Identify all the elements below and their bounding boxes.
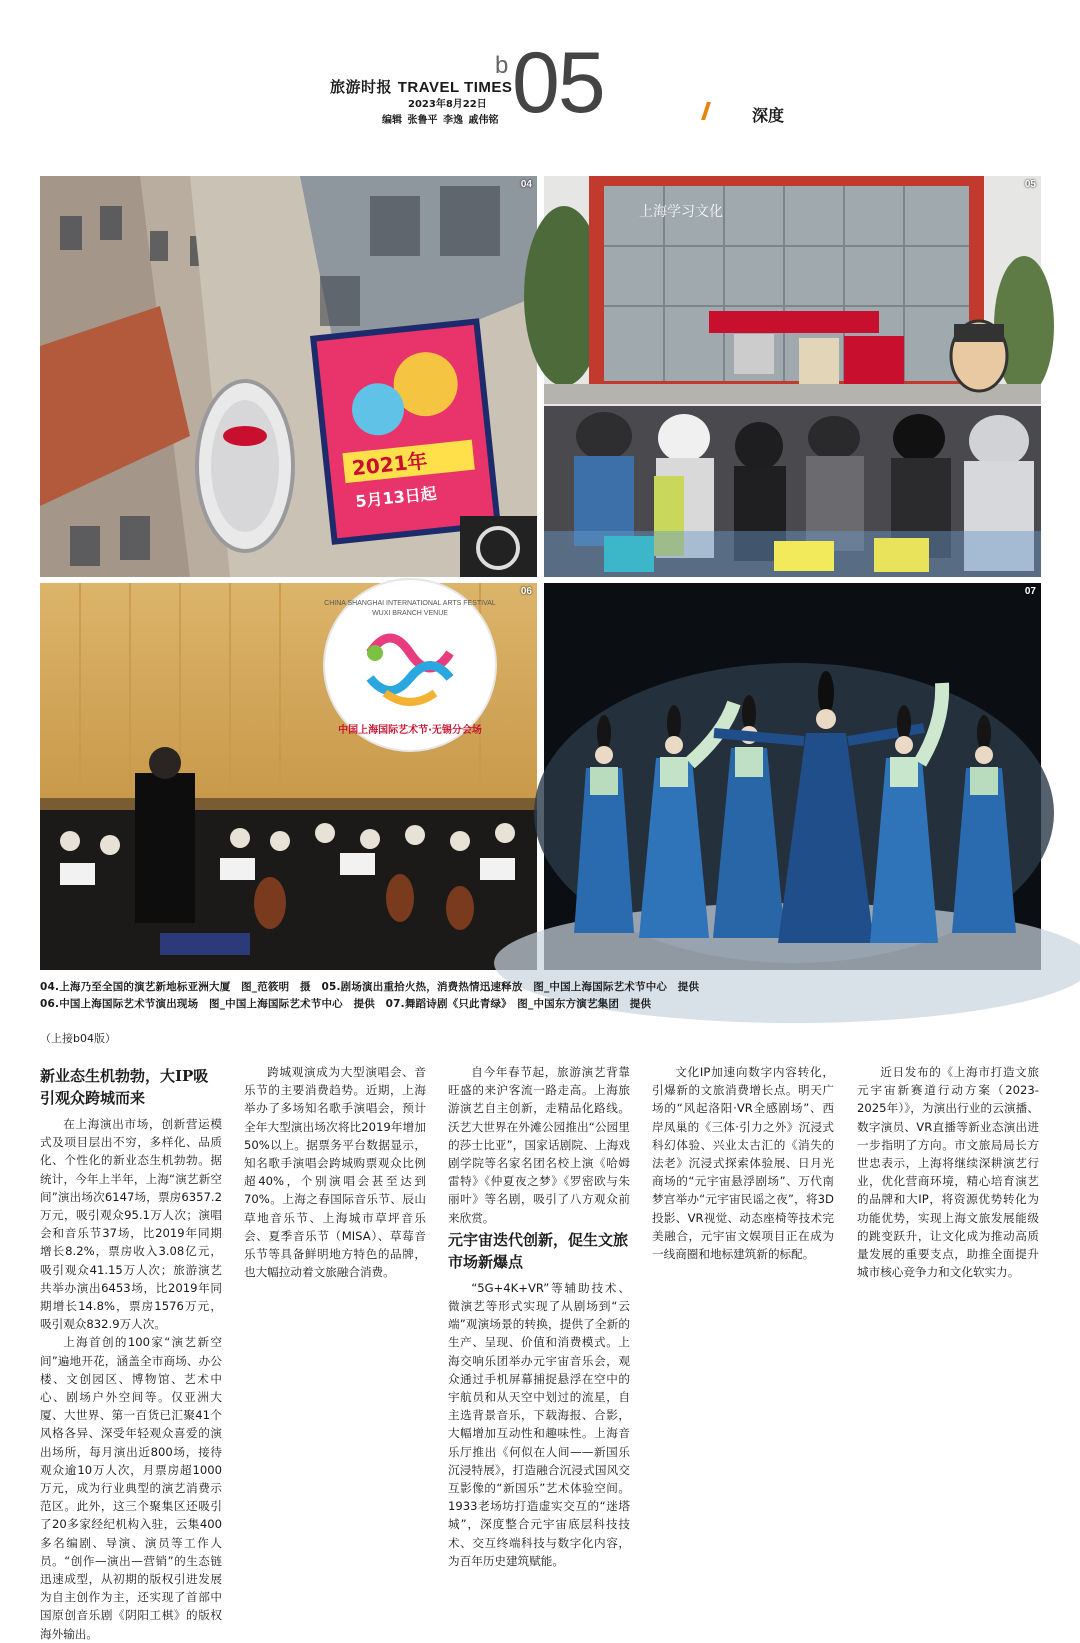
article-paragraph: 上海首创的100家“演艺新空间”遍地开花，涵盖全市商场、办公楼、文创园区、博物馆、艺术中心、剧场户外空间等。仅亚洲大厦、大世界、第一百货已汇聚41个风格各异、深受年轻观众喜爱的演出场所，每月演出近800场，接待观众逾10万人次，月票房超1000万元，成为行业典型的演艺消费示范区。此外，这三个聚集区还吸引了20多家经纪机构入驻，云集400多名编剧、导演、演员等工作人员。“创作—演出—营销”的生态链迅速成型，从初期的版权引进发展为自主创作为主，还实现了首部中国原创音乐剧《阴阳工棋》的版权海外输出。 — [40, 1335, 222, 1641]
brand-name-cn: 旅游时报 — [330, 78, 393, 96]
issue-date: 2023年8月22日 — [408, 99, 487, 110]
asia-building-illustration — [40, 176, 537, 577]
photo-caption-line-1: 04.上海乃至全国的演艺新地标亚洲大厦 图_范筱明 摄 05.剧场演出重拾火热，消费热情迅速释放 图_中国上海国际艺术节中心 提供 — [40, 981, 700, 993]
article-heading-2: 元宇宙迭代创新，促生文旅市场新爆点 — [448, 1230, 629, 1271]
section-slash-icon — [701, 102, 711, 120]
theater-plaza-illustration — [544, 176, 1041, 577]
article-column-2 — [244, 1063, 426, 1463]
svg-text:WUXI BRANCH VENUE: WUXI BRANCH VENUE — [372, 610, 448, 617]
page-number: 05 — [512, 35, 604, 131]
brand-name — [330, 76, 512, 97]
article-paragraph: “5G+4K+VR”等辅助技术、微演艺等形式实现了从剧场到“云端”观演场景的转换，提供了全新的生产、呈现、价值和消费模式。上海交响乐团举办元宇宙音乐会，观众通过手机屏幕捕捉悬浮在空中的宇航员和从天空中划过的流星，自主选背景音乐，下载海报、合影，大幅增加互动性和趣味性。上海音乐厅推出《何似在人间——新国乐沉浸特展》，打造融合沉浸式国风交互影像的“新国乐”艺术体验空间。1933老场坊打造虚实交互的“迷塔城”，深度整合元宇宙底层科技技术、交互终端科技与数字化内容，为百年历史建筑赋能。 — [448, 1280, 630, 1568]
article-column-3 — [448, 1063, 630, 1568]
article-column-5 — [857, 1063, 1039, 1463]
photo-number: 05 — [1024, 179, 1036, 190]
section-title: 深度 — [752, 106, 785, 125]
photo-asia-building — [40, 176, 537, 577]
photo-dance-drama — [544, 583, 1041, 970]
editors-line: 编辑 张鲁平 李逸 戚伟铭 — [382, 115, 499, 126]
article-paragraph: 在上海演出市场，创新营运模式及项目层出不穷，多样化、品质化、个性化的新业态生机勃勃。据统计，今年上半年，上海“演艺新空间”演出场次6147场，票房6357.2万元，吸引观众95.1万人次；演唱会和音乐节37场，比2019年同期增长8.2%，票房收入3.08亿元，吸引观众41.15万人次；旅游演艺共举办演出6453场，比2019年同期增长14.8%，票房1576万元，吸引观众832.9万人次。 — [40, 1117, 222, 1332]
article-paragraph: 跨城观演成为大型演唱会、音乐节的主要消费趋势。近期，上海举办了多场知名歌手演唱会，预计全年大型演出场次将比2019年增加50%以上。据票务平台数据显示，知名歌手演唱会跨城购票观众比例超40%，个别演唱会甚至达到70%。上海之春国际音乐节、辰山草地音乐节、上海城市草坪音乐会、夏季音乐节（MISA）、草莓音乐节等具备鲜明地方特色的品牌，也大幅拉动着文旅融合消费。 — [244, 1065, 426, 1280]
photo-number: 07 — [1024, 586, 1036, 597]
article-paragraph: 文化IP加速向数字内容转化，引爆新的文旅消费增长点。明天广场的“风起洛阳·VR全感剧场”、西岸凤巢的《三体·引力之外》沉浸式科幻体验、兴业太古汇的《消失的法老》沉浸式探索体验展、日月光商场的“元宇宙悬浮剧场”、万代南梦宫举办“元宇宙民谣之夜”，将3D投影、VR视觉、动态座椅等技术完美融合，元宇宙文娱项目正在成为一线商圈和地标建筑新的标配。 — [652, 1065, 834, 1262]
article-heading-1: 新业态生机勃勃，大IP吸引观众跨城而来 — [40, 1067, 209, 1107]
poster-date: 2021年 — [350, 448, 429, 481]
festival-logo-text-en: CHINA SHANGHAI INTERNATIONAL ARTS FESTIVAL — [324, 600, 496, 607]
photo-number: 04 — [520, 179, 532, 190]
svg-text:5月13日起: 5月13日起 — [354, 483, 438, 512]
photo-orchestra — [40, 583, 537, 970]
continued-note: （上接b04版） — [40, 1032, 116, 1045]
page-letter: b — [495, 52, 509, 79]
photo-number: 06 — [520, 586, 532, 597]
article-column-1 — [40, 1063, 222, 1641]
festival-logo-text-cn: 中国上海国际艺术节·无锡分会场 — [338, 725, 482, 736]
orchestra-illustration — [40, 583, 537, 970]
building-signage: 上海学习文化 — [639, 204, 723, 220]
dance-drama-illustration — [544, 583, 1041, 970]
photo-theater-plaza — [544, 176, 1041, 577]
brand-name-en: TRAVEL TIMES — [397, 79, 513, 96]
photo-caption-line-2: 06.中国上海国际艺术节演出现场 图_中国上海国际艺术节中心 提供 07.舞蹈诗剧《只此青绿》 图_中国东方演艺集团 提供 — [40, 998, 652, 1010]
article-paragraph: 自今年春节起，旅游演艺背靠旺盛的来沪客流一路走高。上海旅游演艺自主创新，走精品化路线。沃艺大世界在外滩公园推出“公园里的莎士比亚”，国家话剧院、上海戏剧学院等名家名团名校上演《哈姆雷特》《仲夏夜之梦》《罗密欧与朱丽叶》等名剧，吸引了八方观众前来欣赏。 — [448, 1065, 630, 1225]
article-paragraph: 近日发布的《上海市打造文旅元宇宙新赛道行动方案（2023-2025年）》，为演出行业的云演播、数字演员、VR直播等新业态演出进一步指明了方向。市文旅局局长方世忠表示，上海将继续深耕演艺行业，优化营商环境，精心培育演艺的品牌和大IP，将资源优势转化为功能优势，实现上海文旅发展能级的跳变跃升，让文化成为推动高质量发展的重要支点，助推全面提升城市核心竞争力和文化软实力。 — [857, 1065, 1039, 1280]
article-column-4 — [652, 1063, 834, 1463]
